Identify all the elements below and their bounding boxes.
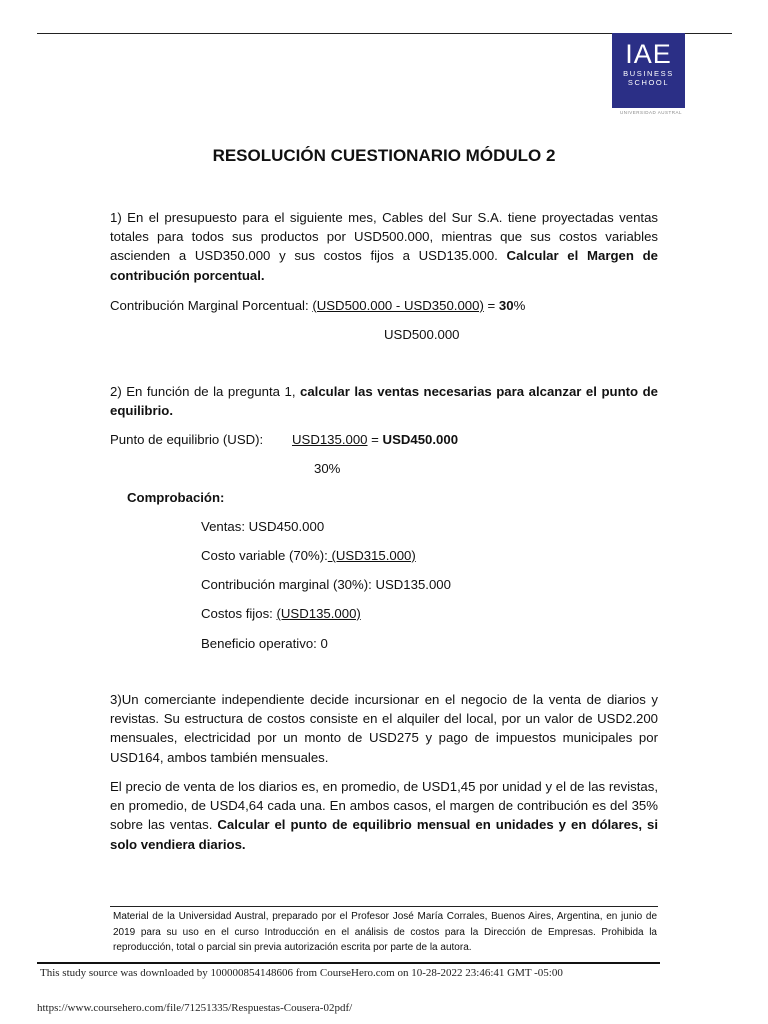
q2-result: USD450.000	[382, 432, 459, 447]
q1-formula-label: Contribución Marginal Porcentual:	[110, 298, 313, 313]
q1-numerator: (USD500.000 - USD350.000)	[312, 298, 484, 313]
footnote-rule	[110, 906, 658, 907]
iae-logo	[612, 33, 685, 108]
q1-denominator: USD500.000	[384, 327, 460, 342]
q2-formula	[292, 430, 458, 449]
check-beneficio: Beneficio operativo: 0	[201, 636, 328, 651]
question-3-p2	[110, 777, 658, 854]
q2-text: 2) En función de la pregunta 1,	[110, 384, 301, 399]
check-title: Comprobación:	[127, 490, 225, 505]
bottom-rule	[37, 962, 660, 964]
logo-subtitle: UNIVERSIDAD AUSTRAL	[619, 110, 682, 115]
cv-value: (USD315.000)	[327, 548, 416, 563]
q2-equals: =	[367, 432, 383, 447]
question-2	[110, 382, 658, 420]
q1-bold: Calcular el Margen de contribución porcentual.	[110, 248, 658, 283]
q1-result: 30	[498, 298, 514, 313]
q1-percent: %	[513, 298, 526, 313]
question-1	[110, 208, 658, 285]
q2-denominator: 30%	[314, 461, 341, 476]
q2-numerator: USD135.000	[292, 432, 368, 447]
question-3-p1: 3)Un comerciante independiente decide incursionar en el negocio de la venta de diarios y revistas. Su estructura de costos consiste en el alquiler del local, por un valor de USD2.200 mensuales, electricidad por un monto de USD275 y pago de impuestos municipales por USD164, ambos también mensuales.	[110, 692, 658, 765]
check-ventas: Ventas: USD450.000	[201, 519, 325, 534]
logo-line1: BUSINESS	[623, 69, 674, 78]
footnote: Material de la Universidad Austral, preparado por el Profesor José María Corrales, Buenos Aires, Argentina, en junio de 2019 para su uso en el curso Introducción en el análisis de costos para la Dirección de Empresas. Prohibida la reproducción, total o parcial sin previa autorización escrita por parte de la autora.	[113, 911, 657, 953]
logo-line2: SCHOOL	[627, 78, 670, 87]
check-costo-variable	[201, 546, 416, 565]
q2-bold: calcular las ventas necesarias para alcanzar el punto de equilibrio.	[110, 384, 658, 419]
source-url[interactable]: https://www.coursehero.com/file/71251335/Respuestas-Cousera-02pdf/	[37, 1002, 353, 1014]
logo-main: IAE	[625, 39, 672, 69]
check-contribucion: Contribución marginal (30%): USD135.000	[201, 577, 451, 592]
cf-value: (USD135.000)	[276, 606, 361, 621]
q1-text: 1) En el presupuesto para el siguiente mes, Cables del Sur S.A. tiene proyectadas ventas totales para todos sus productos por USD500.000, mientras que sus costos variables ascienden a USD350.000 y sus costos fijos a USD135.000.	[110, 210, 658, 264]
q3-p2-text: El precio de venta de los diarios es, en promedio, de USD1,45 por unidad y el de las revistas, en promedio, de USD4,64 cada una. En ambos casos, el margen de contribución es del 35% sobre las ventas.	[110, 779, 658, 833]
q2-formula-label: Punto de equilibrio (USD):	[110, 432, 264, 447]
page-title: RESOLUCIÓN CUESTIONARIO MÓDULO 2	[212, 146, 556, 165]
cv-label: Costo variable (70%):	[201, 548, 328, 563]
q1-formula	[110, 296, 525, 315]
source-line: This study source was downloaded by 100000854148606 from CourseHero.com on 10-28-2022 23:46:41 GMT -05:00	[40, 967, 563, 979]
cf-label: Costos fijos:	[201, 606, 277, 621]
check-costos-fijos	[201, 604, 361, 623]
q1-equals: =	[483, 298, 499, 313]
q3-p2-bold: Calcular el punto de equilibrio mensual en unidades y en dólares, si solo vendiera diarios.	[110, 817, 658, 852]
